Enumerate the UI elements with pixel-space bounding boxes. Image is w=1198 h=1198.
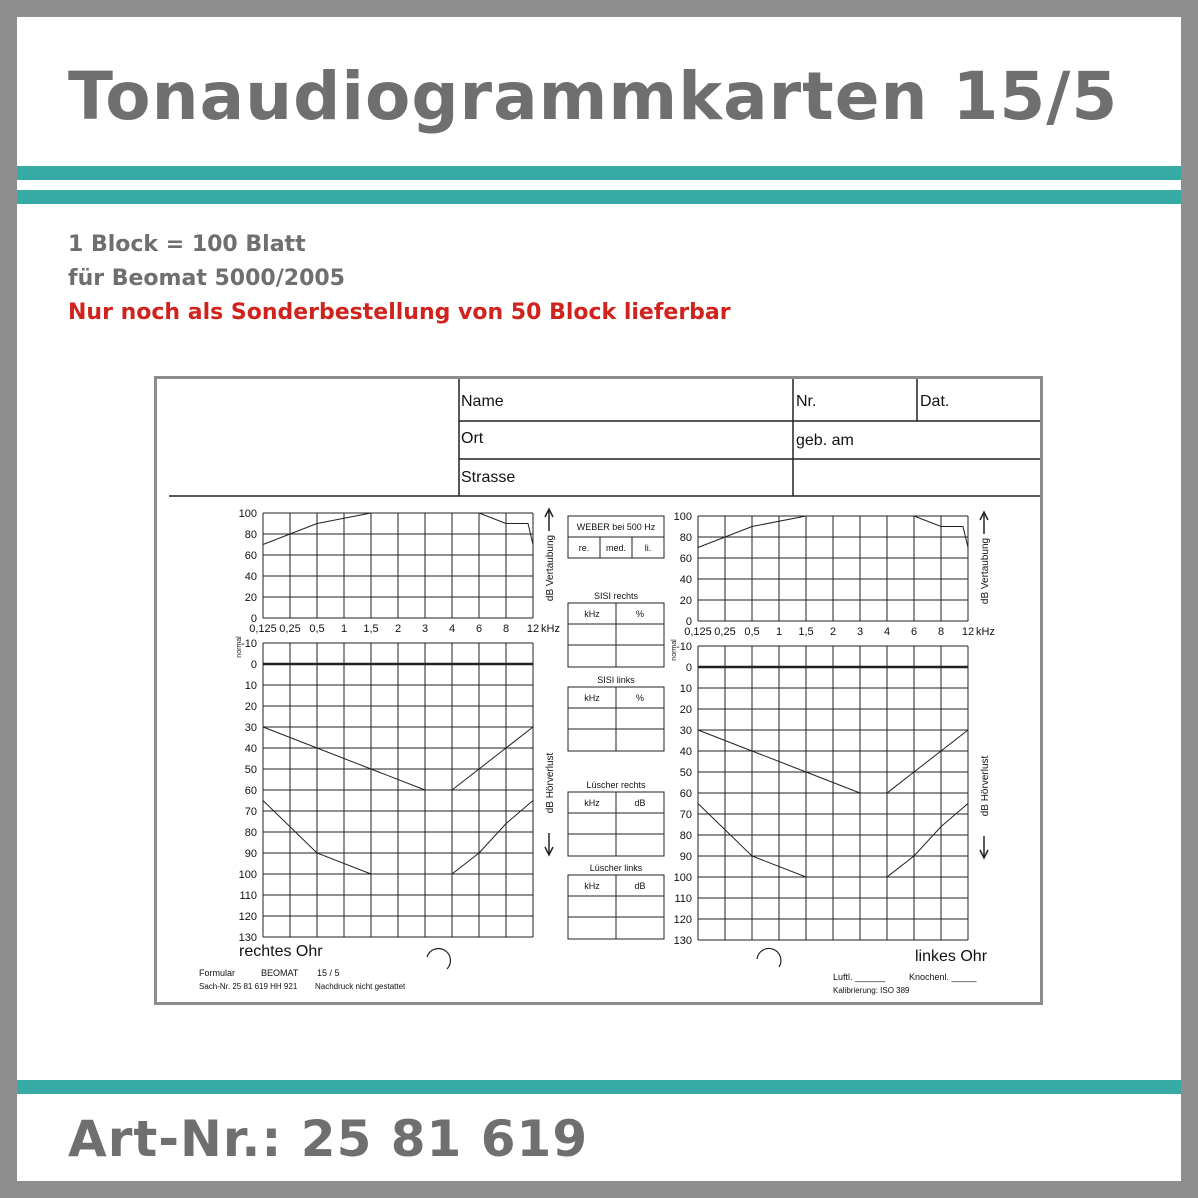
device-compat-text: für Beomat 5000/2005 [68,266,345,291]
block-size-text: 1 Block = 100 Blatt [68,232,306,257]
left-chart-bottom-db-label: 100 [673,872,692,884]
dat-field-label: Dat. [920,393,950,410]
right-chart-khz-label: kHz [541,623,560,635]
left-chart-lower-right-curve [887,804,968,878]
sisi-rechts-col-label: kHz [584,609,600,619]
right-chart-bottom-db-label: 10 [244,680,257,692]
left-chart-bottom-db-label: 70 [679,809,692,821]
right-chart-top-db-label: 20 [244,592,257,604]
left-chart-freq-label: 4 [883,626,891,638]
left-chart-bottom-db-label: 10 [679,683,692,695]
left-chart-bottom-db-label: 40 [679,746,692,758]
sisi-rechts-col-label: % [635,609,645,619]
right-ear-label: rechtes Ohr [239,943,323,960]
right-chart-top-db-label: 100 [238,508,257,520]
right-chart-bottom-db-label: 50 [244,764,257,776]
left-chart-khz-label: kHz [976,626,995,638]
left-chart-bottom-db-label: 80 [679,830,692,842]
formular-brand: BEOMAT [261,968,299,978]
right-chart-bottom-db-label: 130 [238,932,257,944]
left-chart-vertaubung-label: dB Vertaubung [980,537,991,605]
accent-band-top-1 [17,166,1181,180]
left-chart-bottom-db-label: 60 [679,788,692,800]
right-chart-freq-label: 0,125 [249,623,277,635]
right-chart-bottom-db-label: 120 [238,911,257,923]
nr-field-label: Nr. [796,393,817,410]
right-chart-freq-label: 1,5 [363,623,379,635]
right-chart-bottom-db-label: 70 [244,806,257,818]
left-chart-freq-label: 12 [961,626,975,638]
geb-field-label: geb. am [796,432,854,449]
left-chart-freq-label: 1 [775,626,783,638]
left-chart-top-db-label: 40 [679,574,692,586]
left-chart-bottom-db-label: 110 [674,893,692,905]
left-chart-top-db-label: 20 [679,595,692,607]
left-chart-bottom-db-label: 0 [685,662,692,674]
left-chart-bottom-db-label: 120 [673,914,692,926]
left-chart-normal-label: normal [671,639,678,661]
right-chart-top-db-label: 80 [244,529,257,541]
sach-nr-text: Sach-Nr. 25 81 619 HH 921 [199,982,298,991]
right-chart-bottom-db-label: 0 [250,659,257,671]
right-chart-top-db-label: 0 [250,613,257,625]
right-chart-bottom-db-label: 60 [244,785,257,797]
right-chart-bottom-db-label: 20 [244,701,257,713]
right-chart-freq-label: 1 [340,623,348,635]
right-chart-freq-label: 8 [502,623,510,635]
right-chart-freq-label: 3 [421,623,429,635]
left-chart-bottom-db-label: 20 [679,704,692,716]
right-chart-bottom-db-label: -10 [241,638,257,650]
punch-hole-left [427,949,450,969]
right-chart-bottom-db-label: 100 [238,869,257,881]
left-ear-label: linkes Ohr [915,948,988,965]
left-chart-bottom-db-label: 50 [679,767,692,779]
left-chart-bottom-db-label: 90 [679,851,692,863]
left-chart-freq-label: 6 [910,626,918,638]
right-chart-upper-right-curve [452,727,533,790]
luftl-label: Luftl. ______ [833,972,886,982]
left-chart-top-db-label: 80 [679,532,692,544]
left-chart-top-db-label: 0 [685,616,692,628]
accent-band-top-2 [17,190,1181,204]
audiogram-card-drawing [157,379,1040,1002]
right-chart-bottom-db-label: 90 [244,848,257,860]
knochenl-label: Knochenl. _____ [909,972,977,982]
punch-hole-right [757,949,781,967]
accent-band-bottom [17,1080,1181,1094]
special-order-notice: Nur noch als Sonderbestellung von 50 Block lieferbar [68,300,731,325]
right-chart-top-db-label: 60 [244,550,257,562]
right-chart-freq-label: 0,5 [309,623,325,635]
article-number: Art-Nr.: 25 81 619 [68,1110,589,1168]
right-chart-freq-label: 12 [526,623,540,635]
luescher-rechts-col-label: dB [634,798,646,808]
page-title: Tonaudiogrammkarten 15/5 [68,58,1119,135]
sisi-links-col-label: kHz [584,693,600,703]
weber-title: WEBER bei 500 Hz [576,522,656,532]
luescher-rechts-col-label: kHz [584,798,600,808]
right-chart-freq-label: 6 [475,623,483,635]
sisi-links-title: SISI links [597,675,635,685]
left-chart-freq-label: 3 [856,626,864,638]
sisi-rechts-title: SISI rechts [593,591,639,601]
left-chart-bottom-db-label: 30 [679,725,692,737]
left-chart-freq-label: 8 [937,626,945,638]
left-chart-freq-label: 0,125 [684,626,712,638]
right-chart-bottom-db-label: 40 [244,743,257,755]
right-chart-normal-label: normal [236,636,243,658]
luescher-rechts-title: Lüscher rechts [586,780,646,790]
nachdruck-text: Nachdruck nicht gestattet [315,982,406,991]
right-chart-top-db-label: 40 [244,571,257,583]
right-chart-bottom-db-label: 110 [239,890,257,902]
right-chart-bottom-db-label: 80 [244,827,257,839]
audiogram-card [154,376,1043,1005]
formular-label: Formular [199,968,236,978]
sisi-links-col-label: % [635,693,645,703]
name-field-label: Name [461,393,504,410]
ort-field-label: Ort [461,430,484,447]
formular-number: 15 / 5 [317,968,340,978]
left-chart-top-db-label: 100 [673,511,692,523]
left-chart-bottom-db-label: -10 [676,641,692,653]
right-chart-freq-label: 4 [448,623,456,635]
right-chart-lower-right-curve [452,801,533,875]
right-chart-vertaubung-label: dB Vertaubung [545,534,556,602]
left-chart-hoerverlust-label: dB Hörverlust [980,755,991,817]
luescher-links-col-label: dB [634,881,646,891]
left-chart-upper-right-curve [887,730,968,793]
left-chart-bottom-db-label: 130 [673,935,692,947]
strasse-field-label: Strasse [461,469,516,486]
right-chart-freq-label: 0,25 [279,623,301,635]
luescher-links-title: Lüscher links [589,863,643,873]
left-chart-freq-label: 0,25 [714,626,736,638]
weber-col-label: li. [644,543,652,553]
left-chart-freq-label: 0,5 [744,626,760,638]
right-chart-bottom-db-label: 30 [244,722,257,734]
right-chart-freq-label: 2 [394,623,402,635]
left-chart-freq-label: 2 [829,626,837,638]
right-chart-hoerverlust-label: dB Hörverlust [545,752,556,814]
left-chart-top-db-label: 60 [679,553,692,565]
weber-col-label: re. [578,543,590,553]
weber-col-label: med. [605,543,627,553]
left-chart-freq-label: 1,5 [798,626,814,638]
kalibrierung-text: Kalibrierung: ISO 389 [833,986,910,995]
luescher-links-col-label: kHz [584,881,600,891]
